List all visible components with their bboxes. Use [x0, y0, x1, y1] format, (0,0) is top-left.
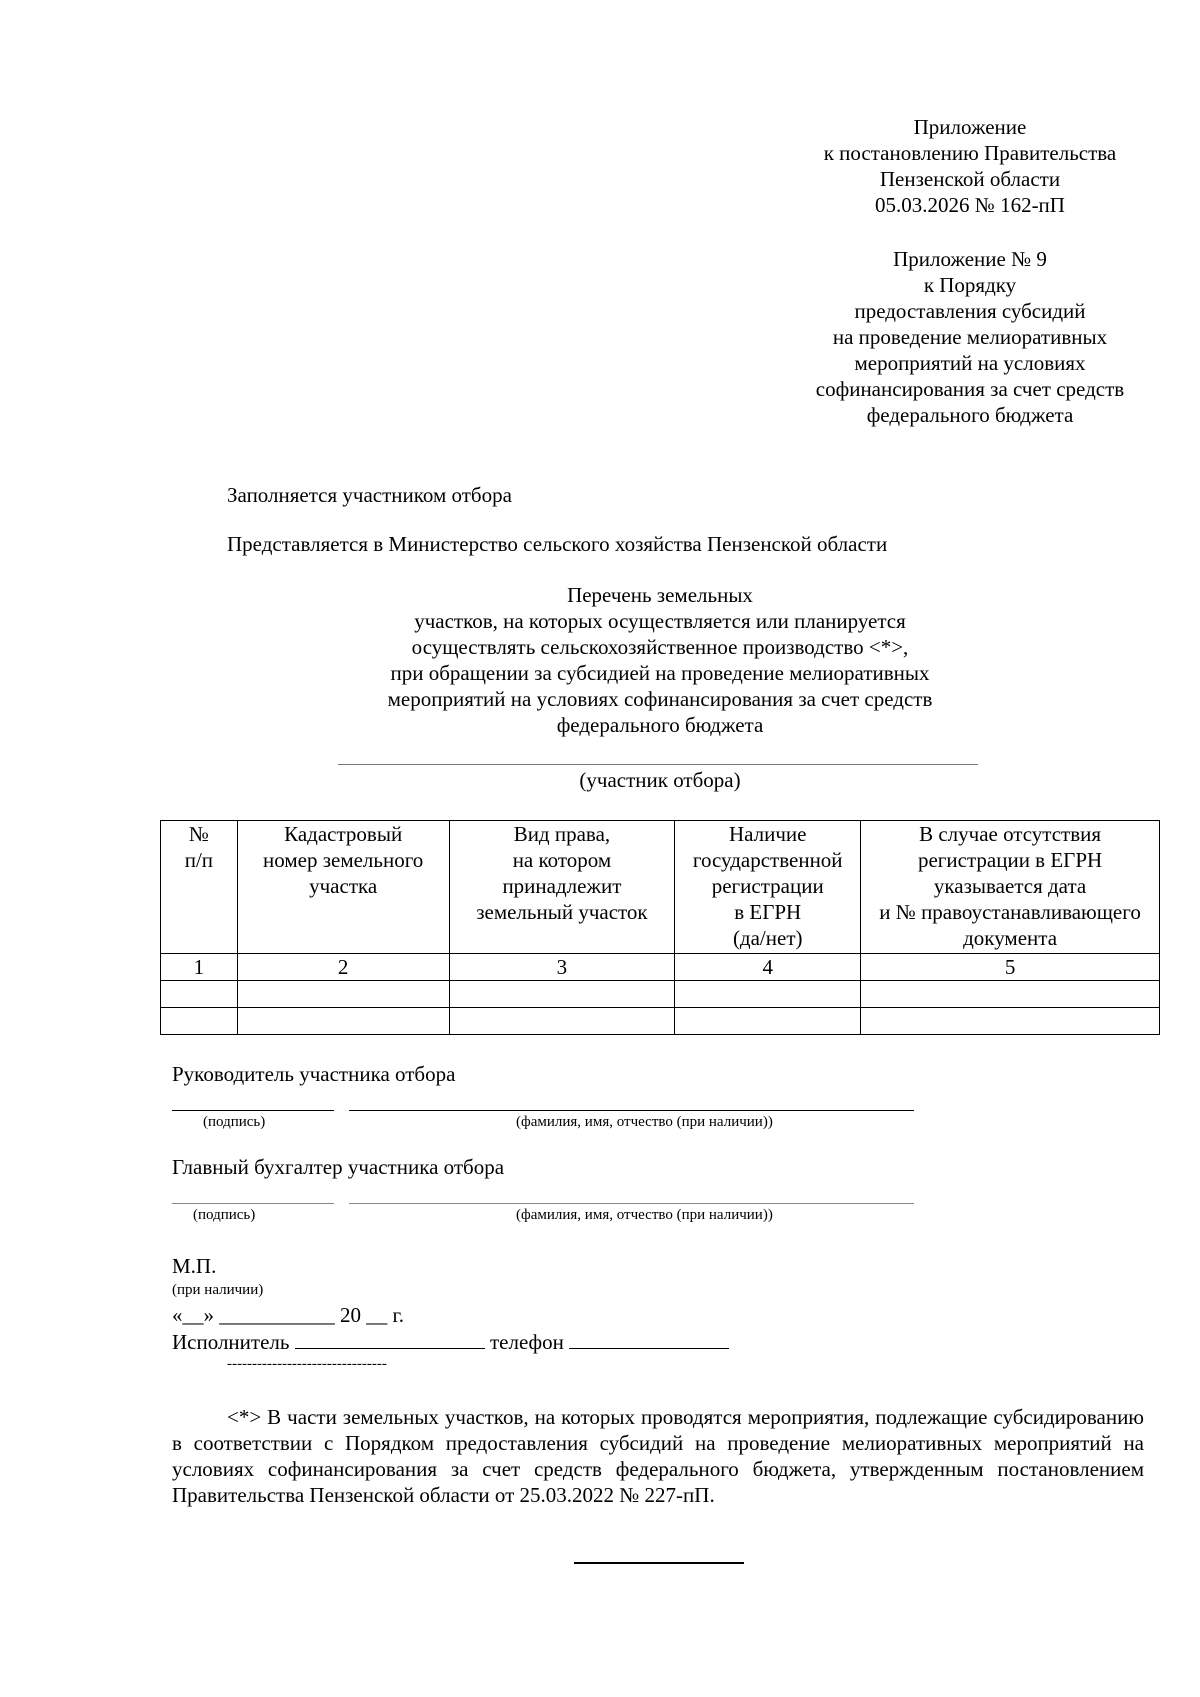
head-name-line — [349, 1110, 914, 1111]
table-cell — [449, 981, 675, 1008]
head-label: Руководитель участника отбора — [172, 1062, 456, 1086]
header-line: предоставления субсидий — [854, 299, 1086, 323]
header-line: к постановлению Правительства — [823, 141, 1117, 165]
land-plots-table — [160, 820, 1160, 1035]
header-text: земельный участок — [476, 900, 648, 924]
header-text: государственной — [692, 848, 843, 872]
title-line: при обращении за субсидией на проведение мелиоративных — [390, 661, 930, 685]
title-line: федерального бюджета — [556, 713, 764, 737]
header-text: Наличие — [728, 822, 807, 846]
header-text: (да/нет) — [732, 926, 803, 950]
table-cell — [161, 981, 238, 1008]
stamp-if-any: (при наличии) — [172, 1282, 264, 1298]
table-cell — [237, 1008, 449, 1035]
header-cell-cadastral — [237, 821, 449, 954]
column-number: 2 — [237, 954, 449, 981]
table-cell — [675, 981, 861, 1008]
column-number: 5 — [861, 954, 1160, 981]
header-cell-document — [861, 821, 1160, 954]
title-line: участков, на которых осуществляется или планируется — [414, 609, 906, 633]
name-caption: (фамилия, имя, отчество (при наличии)) — [516, 1207, 773, 1223]
signature-caption: (подпись) — [203, 1114, 266, 1130]
header-line: Пензенской области — [879, 167, 1061, 191]
accountant-signature-line — [172, 1203, 334, 1204]
separator-line: -------------------------------- — [227, 1356, 387, 1372]
appendix-9-header — [760, 246, 1180, 428]
title-line: осуществлять сельскохозяйственное производство <*>, — [411, 635, 909, 659]
header-cell-number — [161, 821, 238, 954]
table-cell — [449, 1008, 675, 1035]
table-row — [161, 981, 1160, 1008]
signature-caption: (подпись) — [193, 1207, 256, 1223]
filled-by-note: Заполняется участником отбора — [227, 483, 512, 507]
footnote-text: <*> В части земельных участков, на которых проводятся мероприятия, подлежащие субсидированию в соответствии с Порядком предоставления субсидий на проведение мелиоративных мероприятий на условиях софинансирования за счет средств федерального бюджета, утвержденным постановлением Правительства Пензенской области от 25.03.2022 № 227-пП. — [172, 1405, 1144, 1507]
appendix-header — [760, 114, 1180, 218]
header-line: мероприятий на условиях — [854, 351, 1086, 375]
table-header-row — [161, 821, 1160, 954]
header-cell-right-type — [449, 821, 675, 954]
title-line: мероприятий на условиях софинансирования за счет средств — [387, 687, 933, 711]
form-title — [300, 582, 1020, 738]
phone-label: телефон — [489, 1330, 564, 1354]
header-text: В случае отсутствия — [919, 822, 1102, 846]
header-text: и № правоустанавливающего — [879, 900, 1141, 924]
column-number-row — [161, 954, 1160, 981]
header-text: п/п — [184, 848, 214, 872]
header-text: на котором — [512, 848, 612, 872]
footnote — [172, 1404, 1144, 1508]
participant-line — [338, 764, 978, 765]
stamp-label: М.П. — [172, 1254, 217, 1278]
executor-blank — [295, 1330, 485, 1349]
chief-accountant-label: Главный бухгалтер участника отбора — [172, 1155, 505, 1179]
table-cell — [861, 1008, 1160, 1035]
table-cell — [237, 981, 449, 1008]
accountant-name-line — [349, 1203, 914, 1204]
table-cell — [675, 1008, 861, 1035]
participant-caption: (участник отбора) — [579, 768, 741, 792]
table-cell — [861, 981, 1160, 1008]
header-line: 05.03.2026 № 162-пП — [875, 193, 1065, 217]
column-number: 4 — [675, 954, 861, 981]
head-signature-line — [172, 1110, 334, 1111]
header-line: Приложение — [913, 115, 1027, 139]
header-text: документа — [963, 926, 1058, 950]
header-line: на проведение мелиоративных — [832, 325, 1108, 349]
phone-blank — [569, 1330, 729, 1349]
date-line: «__» ___________ 20 __ г. — [172, 1303, 404, 1327]
header-text: № — [188, 822, 209, 846]
table-cell — [161, 1008, 238, 1035]
header-text: участка — [309, 874, 378, 898]
header-line: Приложение № 9 — [893, 247, 1047, 271]
executor-label: Исполнитель — [172, 1330, 290, 1354]
column-number: 1 — [161, 954, 238, 981]
header-text: Кадастровый — [284, 822, 403, 846]
executor-line — [172, 1330, 729, 1355]
header-line: софинансирования за счет средств — [815, 377, 1125, 401]
end-rule — [574, 1562, 744, 1564]
title-line: Перечень земельных — [567, 583, 753, 607]
header-cell-registration — [675, 821, 861, 954]
header-line: федерального бюджета — [866, 403, 1074, 427]
name-caption: (фамилия, имя, отчество (при наличии)) — [516, 1114, 773, 1130]
header-text: регистрации в ЕГРН — [917, 848, 1103, 872]
header-text: Вид права, — [513, 822, 611, 846]
column-number: 3 — [449, 954, 675, 981]
header-text: номер земельного — [263, 848, 424, 872]
header-text: указывается дата — [933, 874, 1087, 898]
submitted-to-note: Представляется в Министерство сельского хозяйства Пензенской области — [227, 532, 888, 556]
header-text: в ЕГРН — [734, 900, 802, 924]
header-text: регистрации — [711, 874, 824, 898]
header-text: принадлежит — [502, 874, 622, 898]
table-row — [161, 1008, 1160, 1035]
header-line: к Порядку — [923, 273, 1017, 297]
